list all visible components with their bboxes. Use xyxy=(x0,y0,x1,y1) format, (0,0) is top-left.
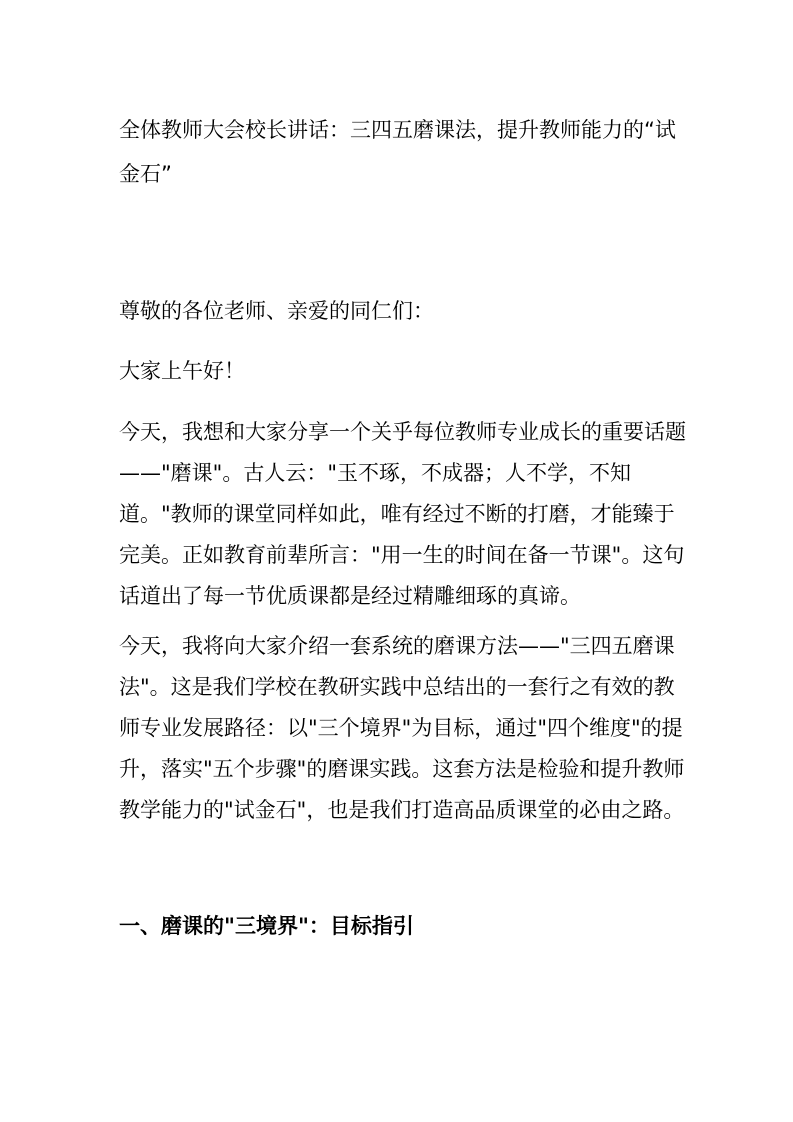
paragraph-intro: 今天，我想和大家分享一个关乎每位教师专业成长的重要话题——"磨课"。古人云："玉不琢，不成器；人不学，不知道。"教师的课堂同样如此，唯有经过不断的打磨，才能臻于完美。正如教育前辈所言："用一生的时间在备一节课"。这句话道出了每一节优质课都是经过精雕细琢的真谛。 xyxy=(119,420,686,608)
paragraph-method: 今天，我将向大家介绍一套系统的磨课方法——"三四五磨课法"。这是我们学校在教研实践中总结出的一套行之有效的教师专业发展路径：以"三个境界"为目标，通过"四个维度"的提升，落实"五个步骤"的磨课实践。这套方法是检验和提升教师教学能力的"试金石"，也是我们打造高品质课堂的必由之路。 xyxy=(119,634,685,822)
document-title: 全体教师大会校长讲话：三四五磨课法，提升教师能力的“试金石” xyxy=(119,118,676,186)
opening-greeting: 大家上午好！ xyxy=(119,359,245,383)
section-heading: 一、磨课的"三境界"：目标指引 xyxy=(119,914,414,938)
salutation: 尊敬的各位老师、亲爱的同仁们： xyxy=(119,299,434,323)
